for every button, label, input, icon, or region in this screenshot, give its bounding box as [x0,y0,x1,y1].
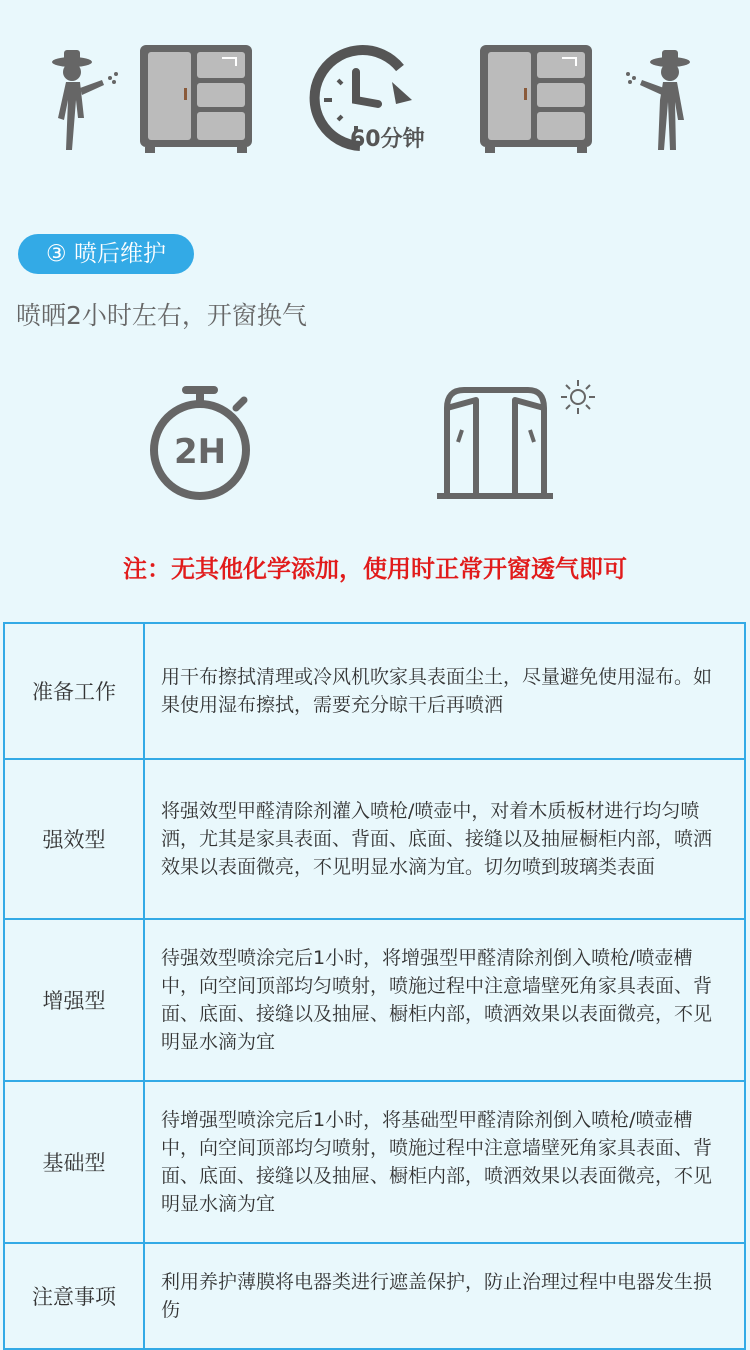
table-row [4,759,745,919]
spray-process-illustration [0,0,750,200]
table-row [4,623,745,759]
sun-icon [561,380,595,414]
row-text: 利用养护薄膜将电器类进行遮盖保护，防止治理过程中电器发生损伤 [144,1243,745,1349]
section-subtitle: 喷晒2小时左右，开窗换气 [16,301,307,330]
timer-label: 60分钟 [350,127,425,152]
row-text: 待增强型喷涂完后1小时，将基础型甲醛清除剂倒入喷枪/喷壶槽中，向空间顶部均匀喷射，喷施过程中注意墙壁死角家具表面、背面、底面、接缝以及抽屉、橱柜内部，喷洒效果以表面微亮，不见明显水滴为宜 [144,1081,745,1243]
section-pill: ③ 喷后维护 [18,234,194,274]
row-text: 将强效型甲醛清除剂灌入喷枪/喷壶中，对着木质板材进行均匀喷洒，尤其是家具表面、背面、底面、接缝以及抽屉橱柜内部，喷洒效果以表面微亮，不见明显水滴为宜。切勿喷到玻璃类表面 [144,759,745,919]
cabinet-icon [140,45,252,153]
person-spraying-icon [52,50,118,150]
row-label: 注意事项 [4,1243,144,1349]
stopwatch-label: 2H [173,432,227,472]
row-label: 准备工作 [4,623,144,759]
note-text: 注：无其他化学添加，使用时正常开窗透气即可 [123,555,627,583]
cabinet-icon [480,45,592,153]
row-text: 用干布擦拭清理或冷风机吹家具表面尘土，尽量避免使用湿布。如果使用湿布擦拭，需要充分晾干后再喷洒 [144,623,745,759]
row-label: 强效型 [4,759,144,919]
table-row [4,1243,745,1349]
person-spraying-icon [626,50,690,150]
open-window-icon [437,390,553,496]
table-row [4,919,745,1081]
row-text: 待强效型喷涂完后1小时，将增强型甲醛清除剂倒入喷枪/喷壶槽中，向空间顶部均匀喷射，喷施过程中注意墙壁死角家具表面、背面、底面、接缝以及抽屉、橱柜内部，喷洒效果以表面微亮，不见明显水滴为宜 [144,919,745,1081]
row-label: 增强型 [4,919,144,1081]
table-row [4,1081,745,1243]
clock-arrow-icon [315,50,425,152]
row-label: 基础型 [4,1081,144,1243]
stopwatch-icon [154,390,246,496]
ventilation-illustration [0,370,750,510]
procedure-table [3,622,746,1350]
